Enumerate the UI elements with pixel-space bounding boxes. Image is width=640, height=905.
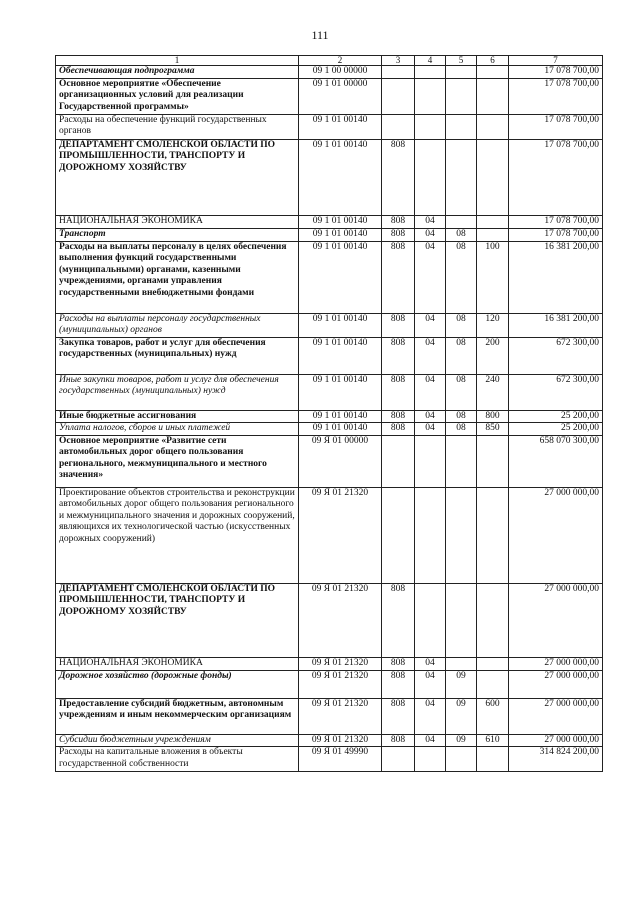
row-pr-cell: [446, 487, 477, 583]
row-name-cell: Расходы на капитальные вложения в объекты государственной собственности: [56, 747, 299, 772]
row-csr-cell: 09 Я 01 00000: [299, 435, 382, 487]
row-pr-cell: [446, 435, 477, 487]
table-row: [56, 487, 603, 583]
row-vr-cell: [477, 66, 509, 79]
table-row: [56, 583, 603, 657]
row-rz-cell: 04: [415, 241, 446, 313]
row-grbs-cell: [382, 487, 415, 583]
row-name-cell: Предоставление субсидий бюджетным, автономным учреждениям и иным некоммерческим организациям: [56, 698, 299, 734]
row-name-cell: Транспорт: [56, 228, 299, 241]
row-csr-cell: 09 1 01 00140: [299, 139, 382, 215]
row-csr-cell: 09 1 01 00140: [299, 410, 382, 423]
row-grbs-cell: [382, 747, 415, 772]
row-vr-cell: 850: [477, 423, 509, 436]
row-grbs-cell: 808: [382, 657, 415, 670]
row-sum-cell: 314 824 200,00: [509, 747, 603, 772]
table-row: [56, 734, 603, 747]
row-csr-cell: 09 1 00 00000: [299, 66, 382, 79]
row-grbs-cell: 808: [382, 734, 415, 747]
row-rz-cell: [415, 435, 446, 487]
header-col-6: 6: [477, 56, 509, 66]
row-csr-cell: 09 Я 01 21320: [299, 698, 382, 734]
row-pr-cell: 09: [446, 698, 477, 734]
table-row: [56, 337, 603, 374]
table-row: [56, 114, 603, 139]
row-pr-cell: 09: [446, 734, 477, 747]
header-col-7: 7: [509, 56, 603, 66]
row-name-cell: Расходы на выплаты персоналу государственных (муниципальных) органов: [56, 313, 299, 337]
row-grbs-cell: 808: [382, 241, 415, 313]
row-grbs-cell: 808: [382, 313, 415, 337]
row-vr-cell: [477, 435, 509, 487]
row-csr-cell: 09 1 01 00140: [299, 313, 382, 337]
page-number: 111: [311, 28, 329, 42]
row-csr-cell: 09 1 01 00140: [299, 337, 382, 374]
table-row: [56, 747, 603, 772]
row-csr-cell: 09 Я 01 21320: [299, 734, 382, 747]
row-name-cell: Иные бюджетные ассигнования: [56, 410, 299, 423]
row-vr-cell: [477, 215, 509, 228]
table-row: [56, 78, 603, 114]
table-row: [56, 313, 603, 337]
row-vr-cell: 200: [477, 337, 509, 374]
row-rz-cell: 04: [415, 410, 446, 423]
row-vr-cell: [477, 487, 509, 583]
row-pr-cell: [446, 139, 477, 215]
row-pr-cell: 08: [446, 241, 477, 313]
row-csr-cell: 09 1 01 00140: [299, 423, 382, 436]
table-row: [56, 228, 603, 241]
row-vr-cell: [477, 114, 509, 139]
row-rz-cell: [415, 487, 446, 583]
table-body: [56, 66, 603, 772]
row-rz-cell: [415, 747, 446, 772]
row-name-cell: НАЦИОНАЛЬНАЯ ЭКОНОМИКА: [56, 215, 299, 228]
row-grbs-cell: 808: [382, 139, 415, 215]
row-csr-cell: 09 1 01 00140: [299, 228, 382, 241]
row-rz-cell: 04: [415, 313, 446, 337]
row-vr-cell: 240: [477, 374, 509, 410]
table-row: [56, 423, 603, 436]
row-vr-cell: [477, 228, 509, 241]
row-grbs-cell: [382, 78, 415, 114]
row-name-cell: Закупка товаров, работ и услуг для обеспечения государственных (муниципальных) нужд: [56, 337, 299, 374]
row-sum-cell: 27 000 000,00: [509, 734, 603, 747]
row-pr-cell: 08: [446, 374, 477, 410]
row-rz-cell: 04: [415, 670, 446, 698]
row-pr-cell: [446, 114, 477, 139]
row-sum-cell: 27 000 000,00: [509, 583, 603, 657]
table-row: [56, 66, 603, 79]
table-row: [56, 374, 603, 410]
row-sum-cell: 17 078 700,00: [509, 114, 603, 139]
row-sum-cell: 27 000 000,00: [509, 698, 603, 734]
row-name-cell: НАЦИОНАЛЬНАЯ ЭКОНОМИКА: [56, 657, 299, 670]
row-vr-cell: 600: [477, 698, 509, 734]
header-col-3: 3: [382, 56, 415, 66]
row-grbs-cell: 808: [382, 228, 415, 241]
row-grbs-cell: 808: [382, 423, 415, 436]
row-sum-cell: 672 300,00: [509, 337, 603, 374]
row-rz-cell: 04: [415, 215, 446, 228]
row-pr-cell: [446, 215, 477, 228]
row-name-cell: Основное мероприятие «Развитие сети автомобильных дорог общего пользования регионального, межмуниципального и местного значения»: [56, 435, 299, 487]
row-sum-cell: 27 000 000,00: [509, 657, 603, 670]
budget-table: [55, 55, 603, 772]
row-grbs-cell: [382, 66, 415, 79]
row-sum-cell: 17 078 700,00: [509, 139, 603, 215]
table-row: [56, 241, 603, 313]
row-rz-cell: 04: [415, 228, 446, 241]
row-name-cell: Субсидии бюджетным учреждениям: [56, 734, 299, 747]
row-sum-cell: 17 078 700,00: [509, 78, 603, 114]
row-rz-cell: [415, 139, 446, 215]
row-name-cell: Проектирование объектов строительства и реконструкции автомобильных дорог общего пользования регионального и межмуниципального значения и дорожных сооружений, являющихся их технологической частью (искусственных дорожных сооружений): [56, 487, 299, 583]
row-grbs-cell: 808: [382, 583, 415, 657]
row-pr-cell: 08: [446, 228, 477, 241]
row-sum-cell: 16 381 200,00: [509, 241, 603, 313]
row-grbs-cell: 808: [382, 374, 415, 410]
row-sum-cell: 17 078 700,00: [509, 66, 603, 79]
row-csr-cell: 09 Я 01 49990: [299, 747, 382, 772]
row-rz-cell: [415, 66, 446, 79]
row-csr-cell: 09 1 01 00140: [299, 374, 382, 410]
row-pr-cell: [446, 66, 477, 79]
row-csr-cell: 09 1 01 00140: [299, 215, 382, 228]
row-rz-cell: 04: [415, 734, 446, 747]
row-name-cell: ДЕПАРТАМЕНТ СМОЛЕНСКОЙ ОБЛАСТИ ПО ПРОМЫШЛЕННОСТИ, ТРАНСПОРТУ И ДОРОЖНОМУ ХОЗЯЙСТВУ: [56, 583, 299, 657]
row-pr-cell: 08: [446, 337, 477, 374]
row-vr-cell: [477, 139, 509, 215]
row-vr-cell: 800: [477, 410, 509, 423]
row-vr-cell: [477, 670, 509, 698]
row-pr-cell: [446, 583, 477, 657]
row-name-cell: Расходы на обеспечение функций государственных органов: [56, 114, 299, 139]
row-name-cell: Основное мероприятие «Обеспечение организационных условий для реализации Государственной программы»: [56, 78, 299, 114]
row-rz-cell: 04: [415, 698, 446, 734]
row-rz-cell: [415, 114, 446, 139]
row-sum-cell: 25 200,00: [509, 410, 603, 423]
row-name-cell: Иные закупки товаров, работ и услуг для обеспечения государственных (муниципальных) нужд: [56, 374, 299, 410]
row-vr-cell: [477, 747, 509, 772]
row-rz-cell: 04: [415, 337, 446, 374]
row-grbs-cell: 808: [382, 410, 415, 423]
row-name-cell: ДЕПАРТАМЕНТ СМОЛЕНСКОЙ ОБЛАСТИ ПО ПРОМЫШЛЕННОСТИ, ТРАНСПОРТУ И ДОРОЖНОМУ ХОЗЯЙСТВУ: [56, 139, 299, 215]
row-sum-cell: 17 078 700,00: [509, 228, 603, 241]
row-grbs-cell: 808: [382, 215, 415, 228]
row-grbs-cell: [382, 435, 415, 487]
row-vr-cell: [477, 583, 509, 657]
table-row: [56, 410, 603, 423]
table-row: [56, 657, 603, 670]
table-row: [56, 698, 603, 734]
row-rz-cell: 04: [415, 374, 446, 410]
row-csr-cell: 09 Я 01 21320: [299, 487, 382, 583]
header-col-5: 5: [446, 56, 477, 66]
row-csr-cell: 09 1 01 00140: [299, 241, 382, 313]
table-row: [56, 139, 603, 215]
row-rz-cell: 04: [415, 423, 446, 436]
row-rz-cell: [415, 583, 446, 657]
row-grbs-cell: 808: [382, 670, 415, 698]
row-vr-cell: 120: [477, 313, 509, 337]
row-csr-cell: 09 1 01 00000: [299, 78, 382, 114]
row-csr-cell: 09 Я 01 21320: [299, 670, 382, 698]
table-header-row: [56, 56, 603, 66]
row-pr-cell: [446, 657, 477, 670]
row-sum-cell: 25 200,00: [509, 423, 603, 436]
row-vr-cell: [477, 78, 509, 114]
table-row: [56, 670, 603, 698]
header-col-2: 2: [299, 56, 382, 66]
row-csr-cell: 09 1 01 00140: [299, 114, 382, 139]
row-name-cell: Уплата налогов, сборов и иных платежей: [56, 423, 299, 436]
row-vr-cell: [477, 657, 509, 670]
row-vr-cell: 610: [477, 734, 509, 747]
row-sum-cell: 16 381 200,00: [509, 313, 603, 337]
row-sum-cell: 17 078 700,00: [509, 215, 603, 228]
row-pr-cell: 08: [446, 313, 477, 337]
table-row: [56, 435, 603, 487]
row-csr-cell: 09 Я 01 21320: [299, 657, 382, 670]
header-col-1: 1: [56, 56, 299, 66]
row-grbs-cell: 808: [382, 337, 415, 374]
row-pr-cell: 08: [446, 423, 477, 436]
row-sum-cell: 27 000 000,00: [509, 670, 603, 698]
row-sum-cell: 27 000 000,00: [509, 487, 603, 583]
row-pr-cell: [446, 78, 477, 114]
row-pr-cell: [446, 747, 477, 772]
row-name-cell: Дорожное хозяйство (дорожные фонды): [56, 670, 299, 698]
row-grbs-cell: [382, 114, 415, 139]
row-csr-cell: 09 Я 01 21320: [299, 583, 382, 657]
row-rz-cell: 04: [415, 657, 446, 670]
row-sum-cell: 672 300,00: [509, 374, 603, 410]
row-pr-cell: 08: [446, 410, 477, 423]
row-grbs-cell: 808: [382, 698, 415, 734]
row-vr-cell: 100: [477, 241, 509, 313]
table-row: [56, 215, 603, 228]
row-name-cell: Обеспечивающая подпрограмма: [56, 66, 299, 79]
row-sum-cell: 658 070 300,00: [509, 435, 603, 487]
header-col-4: 4: [415, 56, 446, 66]
row-rz-cell: [415, 78, 446, 114]
row-name-cell: Расходы на выплаты персоналу в целях обеспечения выполнения функций государственными (муниципальными) органами, казенными учреждениями, органами управления государственными внебюджетными фондами: [56, 241, 299, 313]
row-pr-cell: 09: [446, 670, 477, 698]
